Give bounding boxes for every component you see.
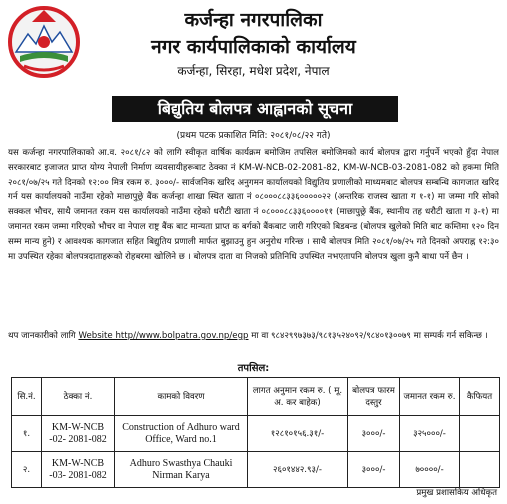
cell-form-fee: ३०००/- [348, 416, 400, 452]
header-form-fee: बोलपत्र फारम दस्तुर [348, 378, 400, 416]
signatory-title: प्रमुख प्रशासकिय अधिकृत [416, 488, 497, 498]
cell-security-amount: ७००००/- [400, 452, 460, 488]
table-row [12, 452, 500, 488]
contact-prefix: थप जानकारीको लागि [8, 331, 76, 341]
notice-header [0, 0, 507, 98]
cell-contract-no: KM-W-NCB -03- 2081-082 [42, 452, 115, 488]
cell-cost-estimate: २६०१४४२.९३/- [248, 452, 348, 488]
table-title: तपसिल: [237, 363, 270, 374]
notice-body-paragraph: यस कर्जन्हा नगरपालिकाको आ.व. २०८१/८२ को लागि स्वीकृत वार्षिक कार्यक्रम बमोजिम तपसिल बमोजिमको कार्य बोलपत्र द्वारा गर्नुपर्ने भएको हुँदा नेपाल सरकारबाट इजाजत प्राप्त योग्य नेपाली निर्माण व्यवसायीहरूबाट ठेक्का नं KM-W-NCB-02-2081-82, KM-W-NCB-03-2081-082 को हकमा मिति २०८१/०७/२५ गते दिनको १२:०० मित्र रकम रु. ३०००/- सार्वजनिक खरिद अनुगमन कार्यालयको विद्युतिय प्रणालीको माध्यमबाट बोलपत्र सम्बन्धि कागजात खरिद गर्न यस कार्यालयको नाउँमा रहेको माछापुछ्रे बैंक कर्जन्हा शाखा स्थित खाता नं ०८०००८८३३६०००००२२ (अन्तरिक राजस्व खाता ग १-१) मा जम्मा गरि सोको सक्कल भौचर, साथै जमानत रकम यस कार्यालयको नाउँमा रहेको धरौटी खाता नं ०८०००८८३३६००००११ (माछापुछ्रे बैंक, स्थानीय तह धरौटी खाता ग ३-१) मा जमानत रकम जम्मा गरिएको भौचर वा नेपाल राष्ट्र बैंक बाट मान्यता प्राप्त क बर्गको बैंकबाट जारी गरिएको बिडबन्ड (बोलपत्र खुलेको मिति बाट कम्तिमा १२० दिन सम्म मान्य हुने) र आवश्यक कागजात सहित बिद्युतिय प्रणाली मार्फत बुझाउनु हुन अनुरोध गरिन्छ । साथै बोलपत्र मिति २०८१/०७/२५ गते दिनको अपराह्न १२:३० मा उपस्थित रहेका बोलपत्रदाताहरूको रोहबरमा खोलिने छ । बोलपत्र दाता वा निजको प्रतिनिधि उपस्थित नभएतापनि बोलपत्र खुला कुनै बाधा पर्ने छैन । [8, 148, 499, 262]
cell-sn: २. [12, 452, 42, 488]
table-header-row [12, 378, 500, 416]
cell-remarks [460, 452, 500, 488]
cell-security-amount: ३२५०००/- [400, 416, 460, 452]
office-address: कर्जन्हा, सिरहा, मधेश प्रदेश, नेपाल [177, 64, 330, 78]
header-remarks: कैफियत [460, 378, 500, 416]
publication-date: (प्रथम पटक प्रकाशित मिति: २०८१/०८/२२ गते) [176, 131, 331, 141]
tender-table [11, 377, 500, 488]
cell-work-description: Adhuro Swasthya Chauki Nirman Karya [115, 452, 248, 488]
notice-title: बिद्युतिय बोलपत्र आह्वानको सूचना [112, 96, 398, 122]
cell-sn: १. [12, 416, 42, 452]
header-contract-no: ठेक्का नं. [42, 378, 115, 416]
table-row [12, 416, 500, 452]
cell-remarks [460, 416, 500, 452]
contact-info [8, 329, 499, 343]
website-link[interactable]: Website http//www.bolpatra.gov.np/egp [78, 331, 249, 341]
cell-work-description: Construction of Adhuro ward Office, Ward no.1 [115, 416, 248, 452]
municipality-name: कर्जन्हा नगरपालिका [184, 9, 323, 31]
notice-body [8, 146, 499, 330]
header-sn: सि.नं. [12, 378, 42, 416]
office-name: नगर कार्यपालिकाको कार्यालय [151, 36, 356, 58]
cell-form-fee: ३०००/- [348, 452, 400, 488]
contact-suffix: मा वा ९८४२९९७३७३/९८१३५२४०९२/९८४०१३००७९ मा सम्पर्क गर्न सकिन्छ । [251, 331, 488, 341]
cell-cost-estimate: १२८१०१५६.३१/- [248, 416, 348, 452]
header-work-description: कामको विवरण [115, 378, 248, 416]
cell-contract-no: KM-W-NCB -02- 2081-082 [42, 416, 115, 452]
header-security-amount: जमानत रकम रु. [400, 378, 460, 416]
header-cost-estimate: लागत अनुमान रकम रु. ( मू. अ. कर बाहेक) [248, 378, 348, 416]
